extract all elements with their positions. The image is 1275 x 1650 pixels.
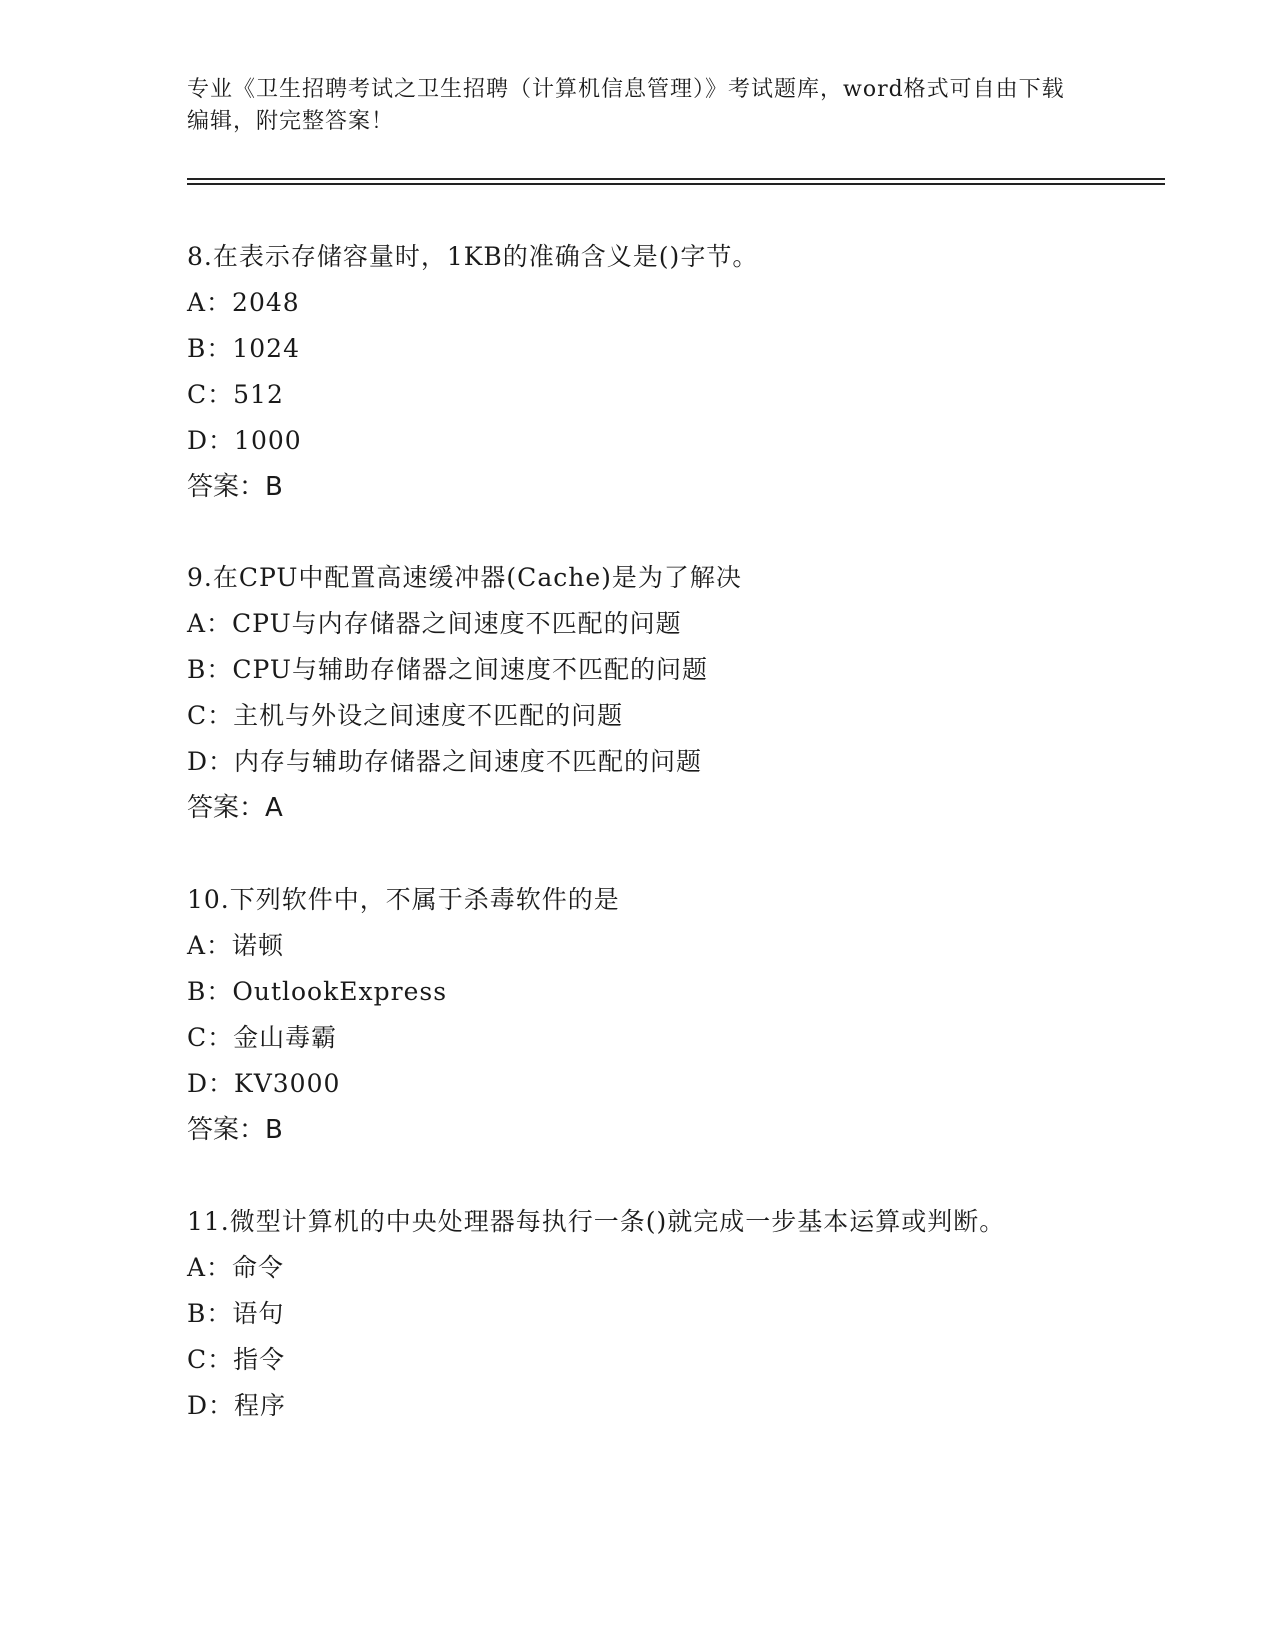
answer: 答案：B <box>187 1115 283 1145</box>
question-10 <box>187 877 1087 1153</box>
header-divider <box>187 183 1165 185</box>
option-b: B：OutlookExpress <box>187 977 448 1006</box>
question-title: 10.下列软件中，不属于杀毒软件的是 <box>187 885 620 914</box>
question-title: 8.在表示存储容量时，1KB的准确含义是()字节。 <box>187 242 759 271</box>
option-a: A：CPU与内存储器之间速度不匹配的问题 <box>187 609 682 638</box>
option-c: C：指令 <box>187 1345 286 1374</box>
option-a: A：诺顿 <box>187 931 285 960</box>
header-divider <box>187 178 1165 180</box>
option-b: B：1024 <box>187 334 300 363</box>
option-b: B：语句 <box>187 1299 285 1328</box>
option-c: C：512 <box>187 380 284 409</box>
question-8 <box>187 234 1087 510</box>
option-d: D：1000 <box>187 426 302 455</box>
question-title: 11.微型计算机的中央处理器每执行一条()就完成一步基本运算或判断。 <box>187 1207 1006 1236</box>
option-c: C：主机与外设之间速度不匹配的问题 <box>187 701 624 730</box>
question-9 <box>187 555 1087 831</box>
document-header: 专业《卫生招聘考试之卫生招聘（计算机信息管理）》考试题库，word格式可自由下载编辑，附完整答案！ <box>187 77 1065 134</box>
question-title: 9.在CPU中配置高速缓冲器(Cache)是为了解决 <box>187 563 742 592</box>
answer: 答案：A <box>187 793 283 823</box>
option-a: A：2048 <box>187 288 300 317</box>
option-d: D：内存与辅助存储器之间速度不匹配的问题 <box>187 747 703 776</box>
option-d: D：程序 <box>187 1391 287 1420</box>
option-a: A：命令 <box>187 1253 285 1282</box>
answer: 答案：B <box>187 472 283 502</box>
option-d: D：KV3000 <box>187 1069 341 1098</box>
option-b: B：CPU与辅助存储器之间速度不匹配的问题 <box>187 655 708 684</box>
option-c: C：金山毒霸 <box>187 1023 338 1052</box>
question-11 <box>187 1199 1087 1429</box>
